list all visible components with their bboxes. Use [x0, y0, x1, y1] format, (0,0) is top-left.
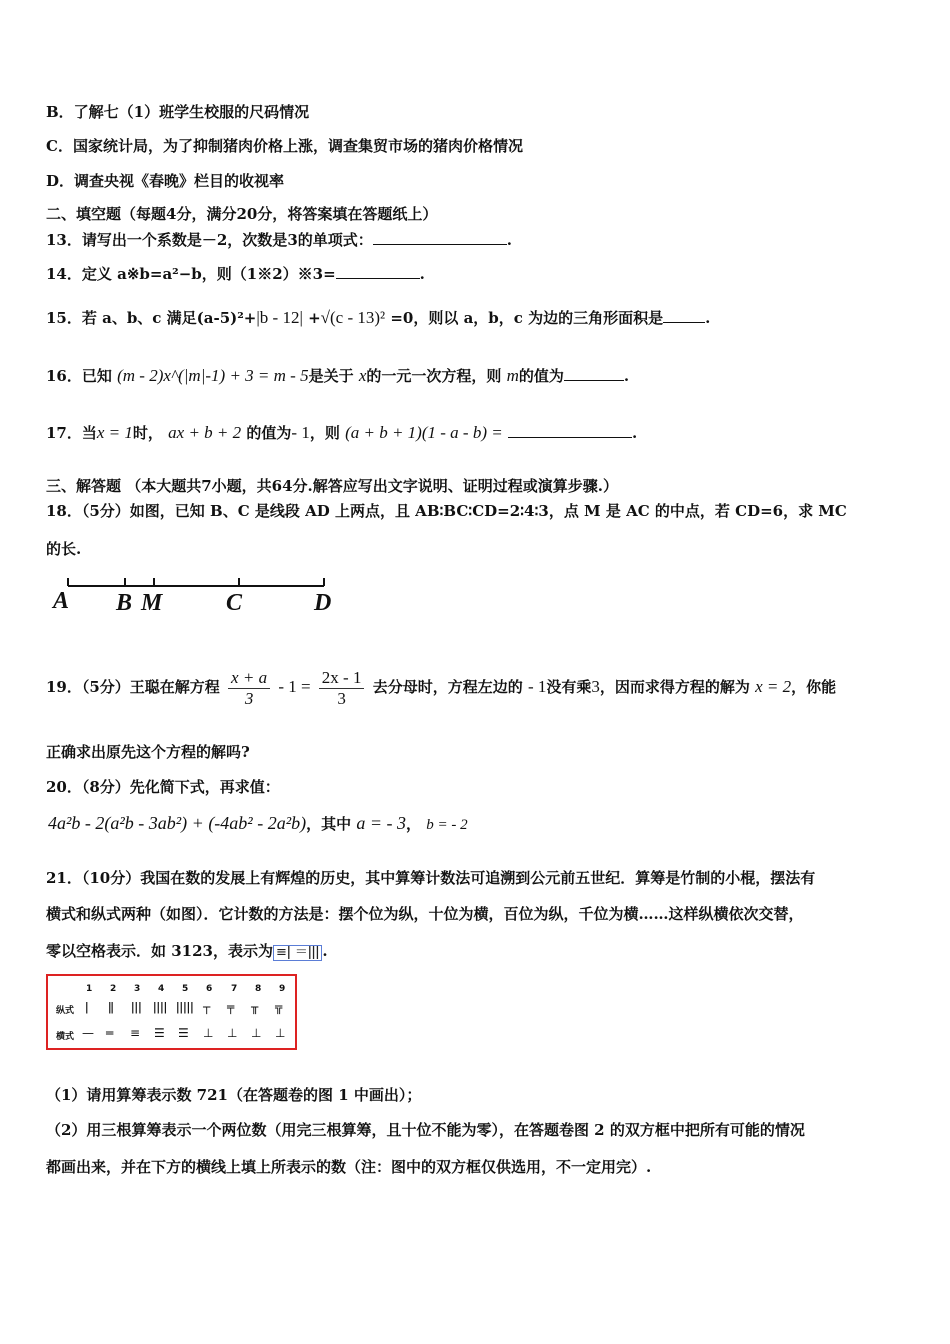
- rod-v-7: ╤: [227, 1000, 235, 1014]
- q19-left-numerator: x + a: [228, 668, 270, 689]
- question-19: [46, 662, 836, 712]
- q19-mid: 去分母时，方程左边的: [372, 678, 523, 696]
- q20-expression: 4a²b - 2(a²b - 3ab²) + (-4ab² - 2a²b): [48, 813, 307, 833]
- q19-mid3: ，因而求得方程的解为: [599, 678, 750, 696]
- section-2-heading: 二、填空题（每题4分，满分20分，将答案填在答题纸上）: [46, 205, 438, 223]
- rod-h-8: ⊥: [251, 1026, 262, 1040]
- q16-var-m: m: [506, 366, 519, 385]
- option-b: B．了解七（1）班学生校服的尺码情况: [46, 103, 310, 121]
- digit-header-5: 5: [182, 984, 189, 994]
- q15-plus: +: [308, 309, 321, 327]
- q16-mid1: 是关于: [308, 367, 354, 385]
- q19-left-denominator: 3: [244, 688, 254, 708]
- sub-question-1: （1）请用算筹表示数 721（在答题卷的图 1 中画出）；: [46, 1086, 422, 1104]
- option-d: D．调查央视《春晚》栏目的收视率: [46, 172, 285, 190]
- q17-answer-blank[interactable]: [508, 423, 632, 438]
- q16-answer-blank[interactable]: [564, 366, 624, 381]
- digit-header-4: 4: [158, 984, 165, 994]
- question-15: 15．若 a、b、c 满足(a-5)²+|b - 12| +√(c - 13)² =0，则以 a，b，c 为边的三角形面积是 .: [46, 308, 711, 327]
- q19-solution: x = 2: [755, 677, 792, 696]
- rod-v-6: ┬: [203, 1000, 211, 1014]
- question-14: 14．定义 a※b=a²−b，则（1※2）※3= .: [46, 265, 425, 283]
- rod-h-9: ⊥: [275, 1026, 286, 1040]
- rods-3123: ≡ǀ ＝ǀǀǀ: [273, 945, 322, 961]
- question-18-line2: 的长.: [46, 540, 82, 558]
- q21-line3-end: .: [322, 942, 328, 960]
- row-label-vertical: 纵式: [56, 1006, 75, 1016]
- q17-t2: 的值为: [246, 424, 292, 442]
- question-20-line1: 20．（8分）先化简下式，再求值：: [46, 778, 280, 796]
- q16-equation: (m - 2)x^(|m|-1) + 3 = m - 5: [117, 366, 309, 385]
- rod-v-2: ǁ: [108, 1000, 114, 1014]
- question-21-line2: 横式和纵式两种（如图）．它计数的方法是：摆个位为纵，十位为横，百位为纵，千位为横……这样纵横依次交替，: [46, 905, 804, 923]
- rod-v-5: ǀǀǀǀǀ: [176, 1000, 194, 1014]
- q19-pre: 19．（5分）王聪在解方程: [46, 678, 220, 696]
- q15-sqrt: √(c - 13)²: [320, 308, 386, 327]
- question-18-line1: 18．（5分）如图，已知 B、C 是线段 AD 上两点，且 AB∶BC∶CD=2∶4∶3，点 M 是 AC 的中点，若 CD=6，求 MC: [46, 502, 847, 520]
- digit-header-2: 2: [110, 984, 117, 994]
- sub-question-2-line2: 都画出来，并在下方的横线上填上所表示的数（注：图中的双方框仅供选用，不一定用完）.: [46, 1158, 652, 1176]
- q17-t1: 时，: [132, 424, 163, 442]
- rod-v-8: ╥: [251, 1000, 259, 1014]
- rod-h-5: ☰: [178, 1026, 189, 1040]
- sub-question-2-line1: （2）用三根算筹表示一个两位数（用完三根算筹，且十位不能为零），在答题卷图 2 的双方框中把所有可能的情况: [46, 1121, 805, 1139]
- question-20-expression: [48, 813, 468, 835]
- digit-header-8: 8: [255, 984, 262, 994]
- q16-post: 的值为: [518, 367, 564, 385]
- rod-h-4: ☰: [154, 1026, 165, 1040]
- q19-post: ，你能: [791, 678, 837, 696]
- digit-header-9: 9: [279, 984, 286, 994]
- q15-answer-blank[interactable]: [663, 308, 705, 323]
- question-17: 17．当x = 1时， ax + b + 2 的值为- 1，则 (a + b + 1)(1 - a - b) = .: [46, 423, 638, 442]
- question-16: 16．已知 (m - 2)x^(|m|-1) + 3 = m - 5是关于 x的一元一次方程，则 m的值为 .: [46, 366, 630, 385]
- question-21-line1: 21．（10分）我国在数的发展上有辉煌的历史，其中算筹计数法可追溯到公元前五世纪．算筹是竹制的小棍，摆法有: [46, 869, 816, 887]
- q17-expression: ax + b + 2: [168, 423, 242, 442]
- q17-value: - 1: [291, 423, 310, 442]
- question-19-line2: 正确求出原先这个方程的解吗?: [46, 743, 250, 761]
- q19-minus-one: - 1 =: [278, 677, 311, 696]
- q19-mid2: 没有乘: [546, 678, 592, 696]
- q17-condition: x = 1: [96, 423, 133, 442]
- q16-pre: 16．已知: [46, 367, 112, 385]
- q21-line3-text: 零以空格表示．如 3123，表示为: [46, 942, 273, 960]
- digit-header-1: 1: [86, 984, 93, 994]
- q13-answer-blank[interactable]: [373, 230, 507, 245]
- section-3-heading: 三、解答题 （本大题共7小题，共64分.解答应写出文字说明、证明过程或演算步骤.）: [46, 477, 618, 495]
- q20-sep: ，: [405, 815, 421, 833]
- q19-value-1: - 1: [527, 677, 547, 696]
- q15-pre: 15．若 a、b、c 满足(a-5)²+: [46, 309, 257, 327]
- q16-var-x: x: [358, 366, 367, 385]
- label-a: A: [53, 588, 70, 614]
- q17-t3: ，则: [309, 424, 340, 442]
- rod-v-3: ǀǀǀ: [131, 1000, 142, 1014]
- rod-h-3: ≡: [130, 1026, 141, 1040]
- label-c: C: [226, 590, 243, 616]
- rod-h-7: ⊥: [227, 1026, 238, 1040]
- q15-abs: |b - 12|: [256, 308, 303, 327]
- q19-right-fraction: [319, 668, 365, 709]
- digit-header-7: 7: [231, 984, 238, 994]
- q20-a-value: a = - 3: [356, 813, 406, 833]
- digit-header-6: 6: [206, 984, 213, 994]
- segment-figure: [50, 572, 350, 622]
- q16-mid2: 的一元一次方程，则: [366, 367, 502, 385]
- rod-h-6: ⊥: [203, 1026, 214, 1040]
- label-b: B: [116, 590, 133, 616]
- q13-text: 13．请写出一个系数是－2，次数是3的单项式：: [46, 231, 373, 249]
- option-c: C．国家统计局，为了抑制猪肉价格上涨，调查集贸市场的猪肉价格情况: [46, 137, 523, 155]
- question-13: 13．请写出一个系数是－2，次数是3的单项式： .: [46, 231, 512, 249]
- rod-v-4: ǀǀǀǀ: [153, 1000, 168, 1014]
- row-label-horizontal: 横式: [56, 1032, 75, 1042]
- question-21-line3: [46, 941, 328, 961]
- q19-value-2: 3: [591, 677, 600, 696]
- rod-v-1: ǀ: [85, 1000, 89, 1014]
- q19-right-denominator: 3: [337, 688, 346, 708]
- rod-v-9: ╦: [275, 1000, 283, 1014]
- q14-text: 14．定义 a※b=a²−b，则（1※2）※3=: [46, 265, 336, 283]
- label-d: D: [314, 590, 332, 616]
- rod-h-1: —: [82, 1026, 94, 1040]
- q17-expression-2: (a + b + 1)(1 - a - b) =: [345, 423, 503, 442]
- q20-mid: ，其中: [306, 815, 352, 833]
- q14-answer-blank[interactable]: [336, 264, 420, 279]
- q15-post: =0，则以 a，b，c 为边的三角形面积是: [390, 309, 664, 327]
- digit-header-3: 3: [134, 984, 141, 994]
- label-m: M: [141, 590, 163, 616]
- rod-h-2: ═: [106, 1026, 114, 1040]
- q19-left-fraction: [228, 668, 270, 709]
- q19-right-numerator: 2x - 1: [319, 668, 365, 689]
- rod-numeral-table: [46, 974, 297, 1050]
- q20-b-value: b = - 2: [426, 817, 468, 833]
- q17-pre: 17．当: [46, 424, 97, 442]
